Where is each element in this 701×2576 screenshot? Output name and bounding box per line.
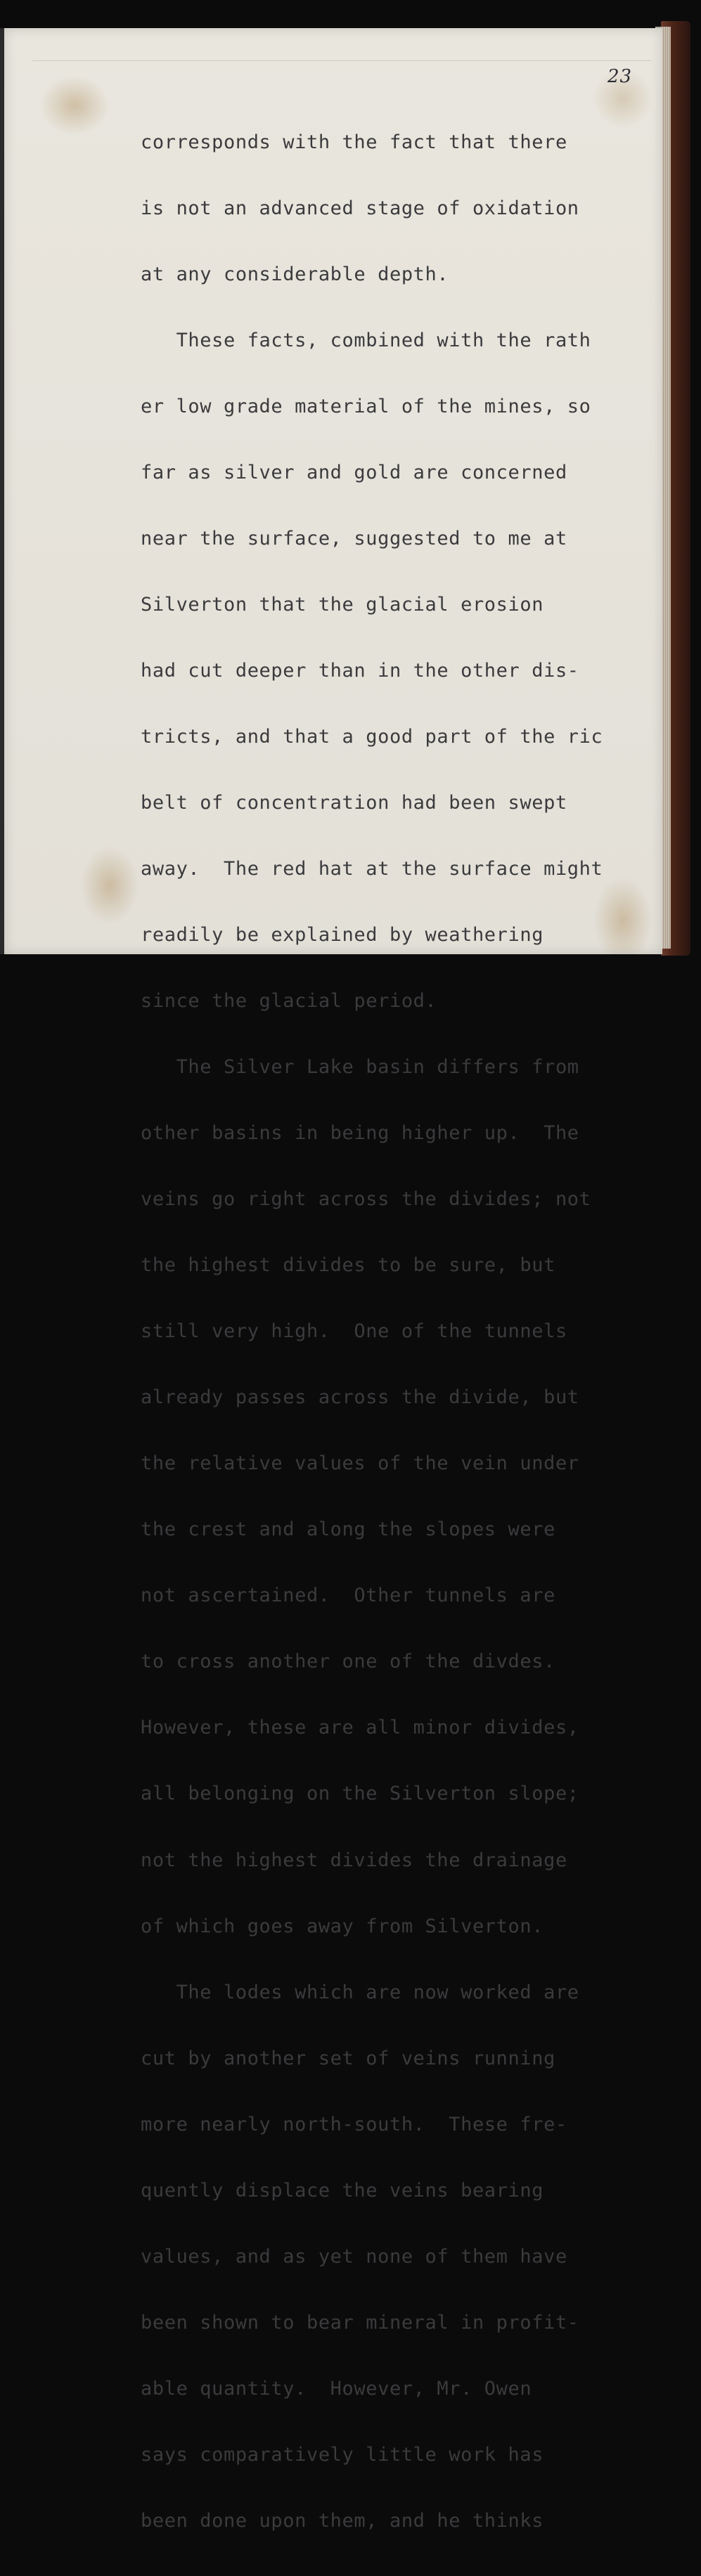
text-line: readily be explained by weathering <box>141 924 544 947</box>
text-line: far as silver and gold are concerned <box>141 461 567 483</box>
text-line: the crest and along the slopes were <box>141 1518 555 1541</box>
text-line: However, these are all minor divides, <box>141 1717 579 1739</box>
text-line: still very high. One of the tunnels <box>141 1320 567 1343</box>
page-number: 23 <box>607 66 633 87</box>
text-line: quently displace the veins bearing <box>141 2179 544 2201</box>
text-line: already passes across the divide, but <box>141 1386 579 1409</box>
text-line: values, and as yet none of them have <box>141 2245 567 2268</box>
text-line: tricts, and that a good part of the ric <box>141 725 603 748</box>
text-line: The lodes which are now worked are <box>141 1981 579 2003</box>
text-line: belt of concentration had been swept <box>141 792 567 814</box>
text-line: at any considerable depth. <box>141 263 449 285</box>
text-line: the relative values of the vein under <box>141 1452 579 1475</box>
text-line: The Silver Lake basin differs from <box>141 1056 579 1079</box>
text-line: had cut deeper than in the other dis- <box>141 659 579 682</box>
text-line: the highest divides to be sure, but <box>141 1254 555 1277</box>
text-line: been shown to bear mineral in profit- <box>141 2311 579 2334</box>
text-line: Silverton that the glacial erosion <box>141 593 544 616</box>
text-line: veins go right across the divides; not <box>141 1188 591 1211</box>
text-line: cut by another set of veins running <box>141 2047 555 2069</box>
text-line: of which goes away from Silverton. <box>141 1915 544 1937</box>
text-line: all belonging on the Silverton slope; <box>141 1783 579 1805</box>
text-line: er low grade material of the mines, so <box>141 395 591 417</box>
top-rule-line <box>32 60 651 61</box>
binding-shadow <box>0 28 4 954</box>
text-line: to cross another one of the divdes. <box>141 1651 555 1673</box>
text-line: not ascertained. Other tunnels are <box>141 1585 555 1607</box>
text-line: near the surface, suggested to me at <box>141 527 567 549</box>
text-line: more nearly north-south. These fre- <box>141 2113 567 2135</box>
text-line: corresponds with the fact that there <box>141 131 567 153</box>
text-line: able quantity. However, Mr. Owen <box>141 2377 532 2400</box>
text-line: says comparatively little work has <box>141 2443 544 2466</box>
text-line: since the glacial period. <box>141 990 437 1013</box>
text-line: is not an advanced stage of oxidation <box>141 197 579 219</box>
text-line: not the highest divides the drainage <box>141 1849 567 1871</box>
text-line: other basins in being higher up. The <box>141 1122 579 1145</box>
text-line: These facts, combined with the rath <box>141 329 591 351</box>
text-line: been done upon them, and he thinks <box>141 2509 544 2532</box>
text-line: away. The red hat at the surface might <box>141 858 603 880</box>
typewritten-text <box>141 87 661 2576</box>
